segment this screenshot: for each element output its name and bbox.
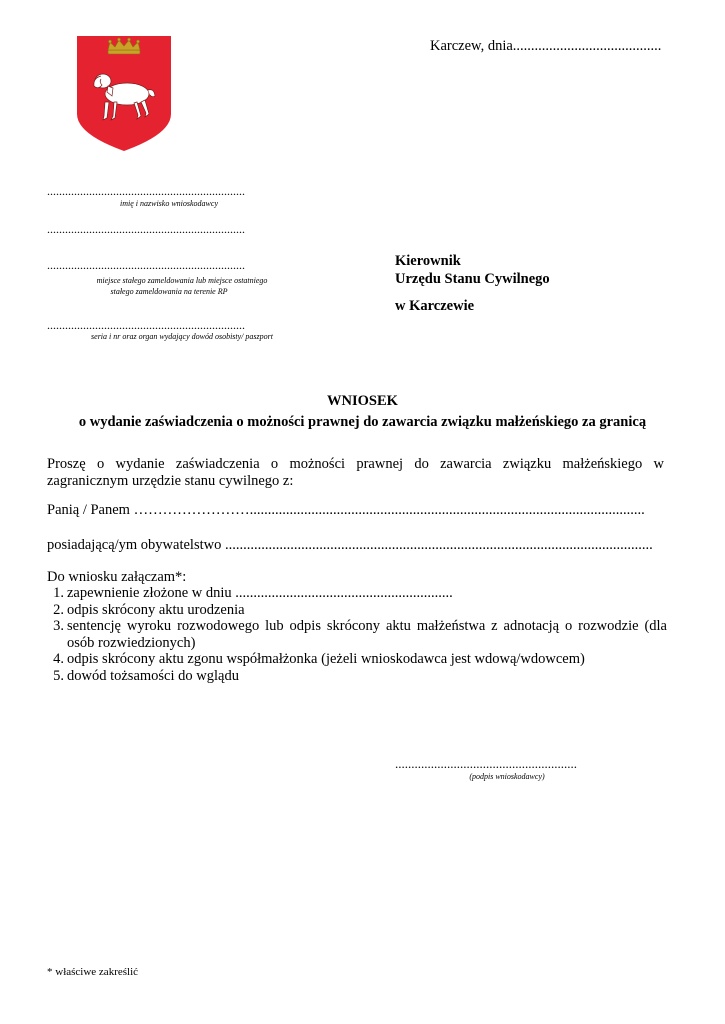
- date-line[interactable]: Karczew, dnia.........................................: [430, 38, 662, 54]
- recipient-line-3: w Karczewie: [395, 298, 475, 314]
- recipient-line-1: Kierownik: [395, 253, 461, 269]
- applicant-address-field[interactable]: ..................................................................: [47, 258, 245, 272]
- applicant-address-caption-2: stałego zameldowania na terenie RP: [110, 287, 228, 296]
- list-item: [47, 651, 667, 668]
- coat-of-arms-icon: [77, 36, 171, 152]
- list-item-number: 2.: [53, 601, 64, 618]
- list-item-number: 4.: [53, 651, 64, 667]
- list-item-number: 5.: [53, 667, 64, 684]
- document-title: WNIOSEK: [327, 393, 398, 409]
- list-item-number: 1.: [53, 585, 64, 601]
- footnote: * właściwe zakreślić: [47, 966, 139, 978]
- attachments-list: [47, 585, 667, 684]
- list-item: [47, 585, 667, 602]
- list-item: [47, 668, 667, 685]
- list-item: [47, 618, 667, 651]
- list-item-number: 3.: [53, 618, 64, 634]
- applicant-id-field[interactable]: ..................................................................: [47, 318, 245, 332]
- list-item: [47, 602, 667, 619]
- list-item-text: sentencję wyroku rozwodowego lub odpis skrócony aktu małżeństwa z adnotacją o rozwodzie (dla osób rozwiedzionych): [67, 618, 667, 651]
- applicant-name-caption: imię i nazwisko wnioskodawcy: [120, 199, 218, 208]
- signature-field[interactable]: ........................................................: [395, 756, 577, 771]
- applicant-id-caption: seria i nr oraz organ wydający dowód osobisty/ paszport: [91, 332, 273, 341]
- intro-paragraph: Proszę o wydanie zaświadczenia o możności prawnej do zawarcia związku małżeńskiego w zagranicznym urzędzie stanu cywilnego z:: [47, 456, 664, 489]
- list-item-text: odpis skrócony aktu urodzenia: [67, 601, 245, 618]
- signature-caption: (podpis wnioskodawcy): [469, 772, 545, 781]
- document-subtitle: o wydanie zaświadczenia o możności prawnej do zawarcia związku małżeńskiego za granicą: [78, 414, 647, 430]
- list-item-text: odpis skrócony aktu zgonu współmałżonka (jeżeli wnioskodawca jest wdową/wdowcem): [67, 651, 585, 667]
- list-item-text: dowód tożsamości do wglądu: [67, 667, 239, 684]
- applicant-field-2[interactable]: ..................................................................: [47, 222, 245, 236]
- applicant-address-caption-1: miejsce stałego zameldowania lub miejsce ostatniego: [96, 276, 268, 285]
- list-item-text[interactable]: zapewnienie złożone w dniu ............................................................: [67, 585, 453, 601]
- citizenship-field[interactable]: posiadającą/ym obywatelstwo ......................................................................................................................: [47, 537, 653, 553]
- attachments-label: Do wniosku załączam*:: [47, 569, 187, 585]
- recipient-line-2: Urzędu Stanu Cywilnego: [395, 271, 550, 287]
- applicant-name-field[interactable]: ..................................................................: [47, 184, 245, 198]
- party-field[interactable]: Panią / Panem …………………….............................................................................................................: [47, 502, 645, 518]
